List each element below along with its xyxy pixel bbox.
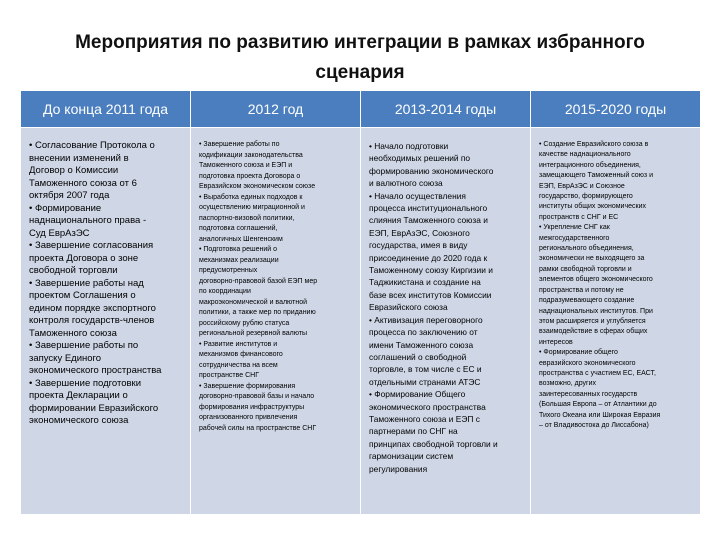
header-2012: 2012 год	[191, 91, 361, 128]
header-until-2011: До конца 2011 года	[21, 91, 191, 128]
cell-until-2011	[21, 128, 191, 515]
cell-until-2011-text: • Согласование Протокола о внесении изменений в Договор о Комиссии Таможенного союза от 6 октября 2007 года • Формирование наднационального права - Суд ЕврАзЭС • Завершение согласования проекта Договора о зоне свободной торговли • Завершение работы над проектом Соглашения о едином порядке экспортного контроля государств-членов Таможенного союза • Завершение работы по запуску Единого экономического пространства • Завершение подготовки проекта Декларации о формировании Евразийского экономического союза	[29, 140, 162, 426]
table-row	[21, 128, 701, 515]
cell-2013-2014	[361, 128, 531, 515]
slide-title	[20, 28, 700, 88]
cell-2012-text: • Завершение работы по кодификации законодательства Таможенного союза и ЕЭП и подготовка проекта Договора о Евразийском экономическом союзе • Выработка единых подходов к осуществлению миграционной и паспортно-визовой политики, подготовка соглашений, аналогичных Шенгенским • Подготовка решений о механизмах реализации предусмотренных договорно-правовой базой ЕЭП мер по координации макроэкономической и валютной политики, а также мер по приданию российскому рублю статуса региональной резервной валюты • Развитие институтов и механизмов финансового сотрудничества на всем пространстве СНГ • Завершение формирования договорно-правовой базы и начало формирования инфраструктуры организованного привлечения рабочей силы на пространстве СНГ	[199, 141, 318, 432]
cell-2015-2020-text: • Создание Евразийского союза в качестве наднационального интеграционного объединения, замещающего Таможенный союз и ЕЭП, ЕврАзЭС и Союзное государство, формирующего институты общих экономических пространств с СНГ и ЕС • Укрепление СНГ как межгосударственного регионального объединения, экономически не выходящего за рамки свободной торговли и элементов общего экономического пространства и потому не подразумевающего создание наднациональных институтов. При этом расширяется и углубляется взаимодействие в сферах общих интересов • Формирование общего евразийского экономического пространства с участием ЕС, ЕАСТ, возможно, других заинтересованных государств (Большая Европа – от Атлантики до Тихого Океана или Широкая Евразия – от Владивостока до Лиссабона)	[539, 141, 661, 429]
cell-2015-2020	[531, 128, 701, 515]
header-2015-2020: 2015-2020 годы	[531, 91, 701, 128]
cell-2012	[191, 128, 361, 515]
header-2013-2014: 2013-2014 годы	[361, 91, 531, 128]
table-header-row	[21, 91, 701, 128]
slide-title-text: Мероприятия по развитию интеграции в рамках избранного сценария	[75, 32, 645, 83]
cell-2013-2014-text: • Начало подготовки необходимых решений по формированию экономического и валютного союза • Начало осуществления процесса институционального слияния Таможенного союза и ЕЭП, ЕврАзЭС, Союзного государства, имея в виду присоединение до 2020 года к Таможенному союзу Киргизии и Таджикистана и создание на базе всех институтов Комиссии Евразийского союза • Активизация переговорного процесса по заключению от имени Таможенного союза соглашений о свободной торговле, в том числе с ЕС и отдельными странами АТЭС • Формирование Общего экономического пространства Таможенного союза и ЕЭП с партнерами по СНГ на принципах свободной торговли и гармонизации систем регулирования	[369, 141, 498, 474]
measures-table	[20, 90, 701, 515]
